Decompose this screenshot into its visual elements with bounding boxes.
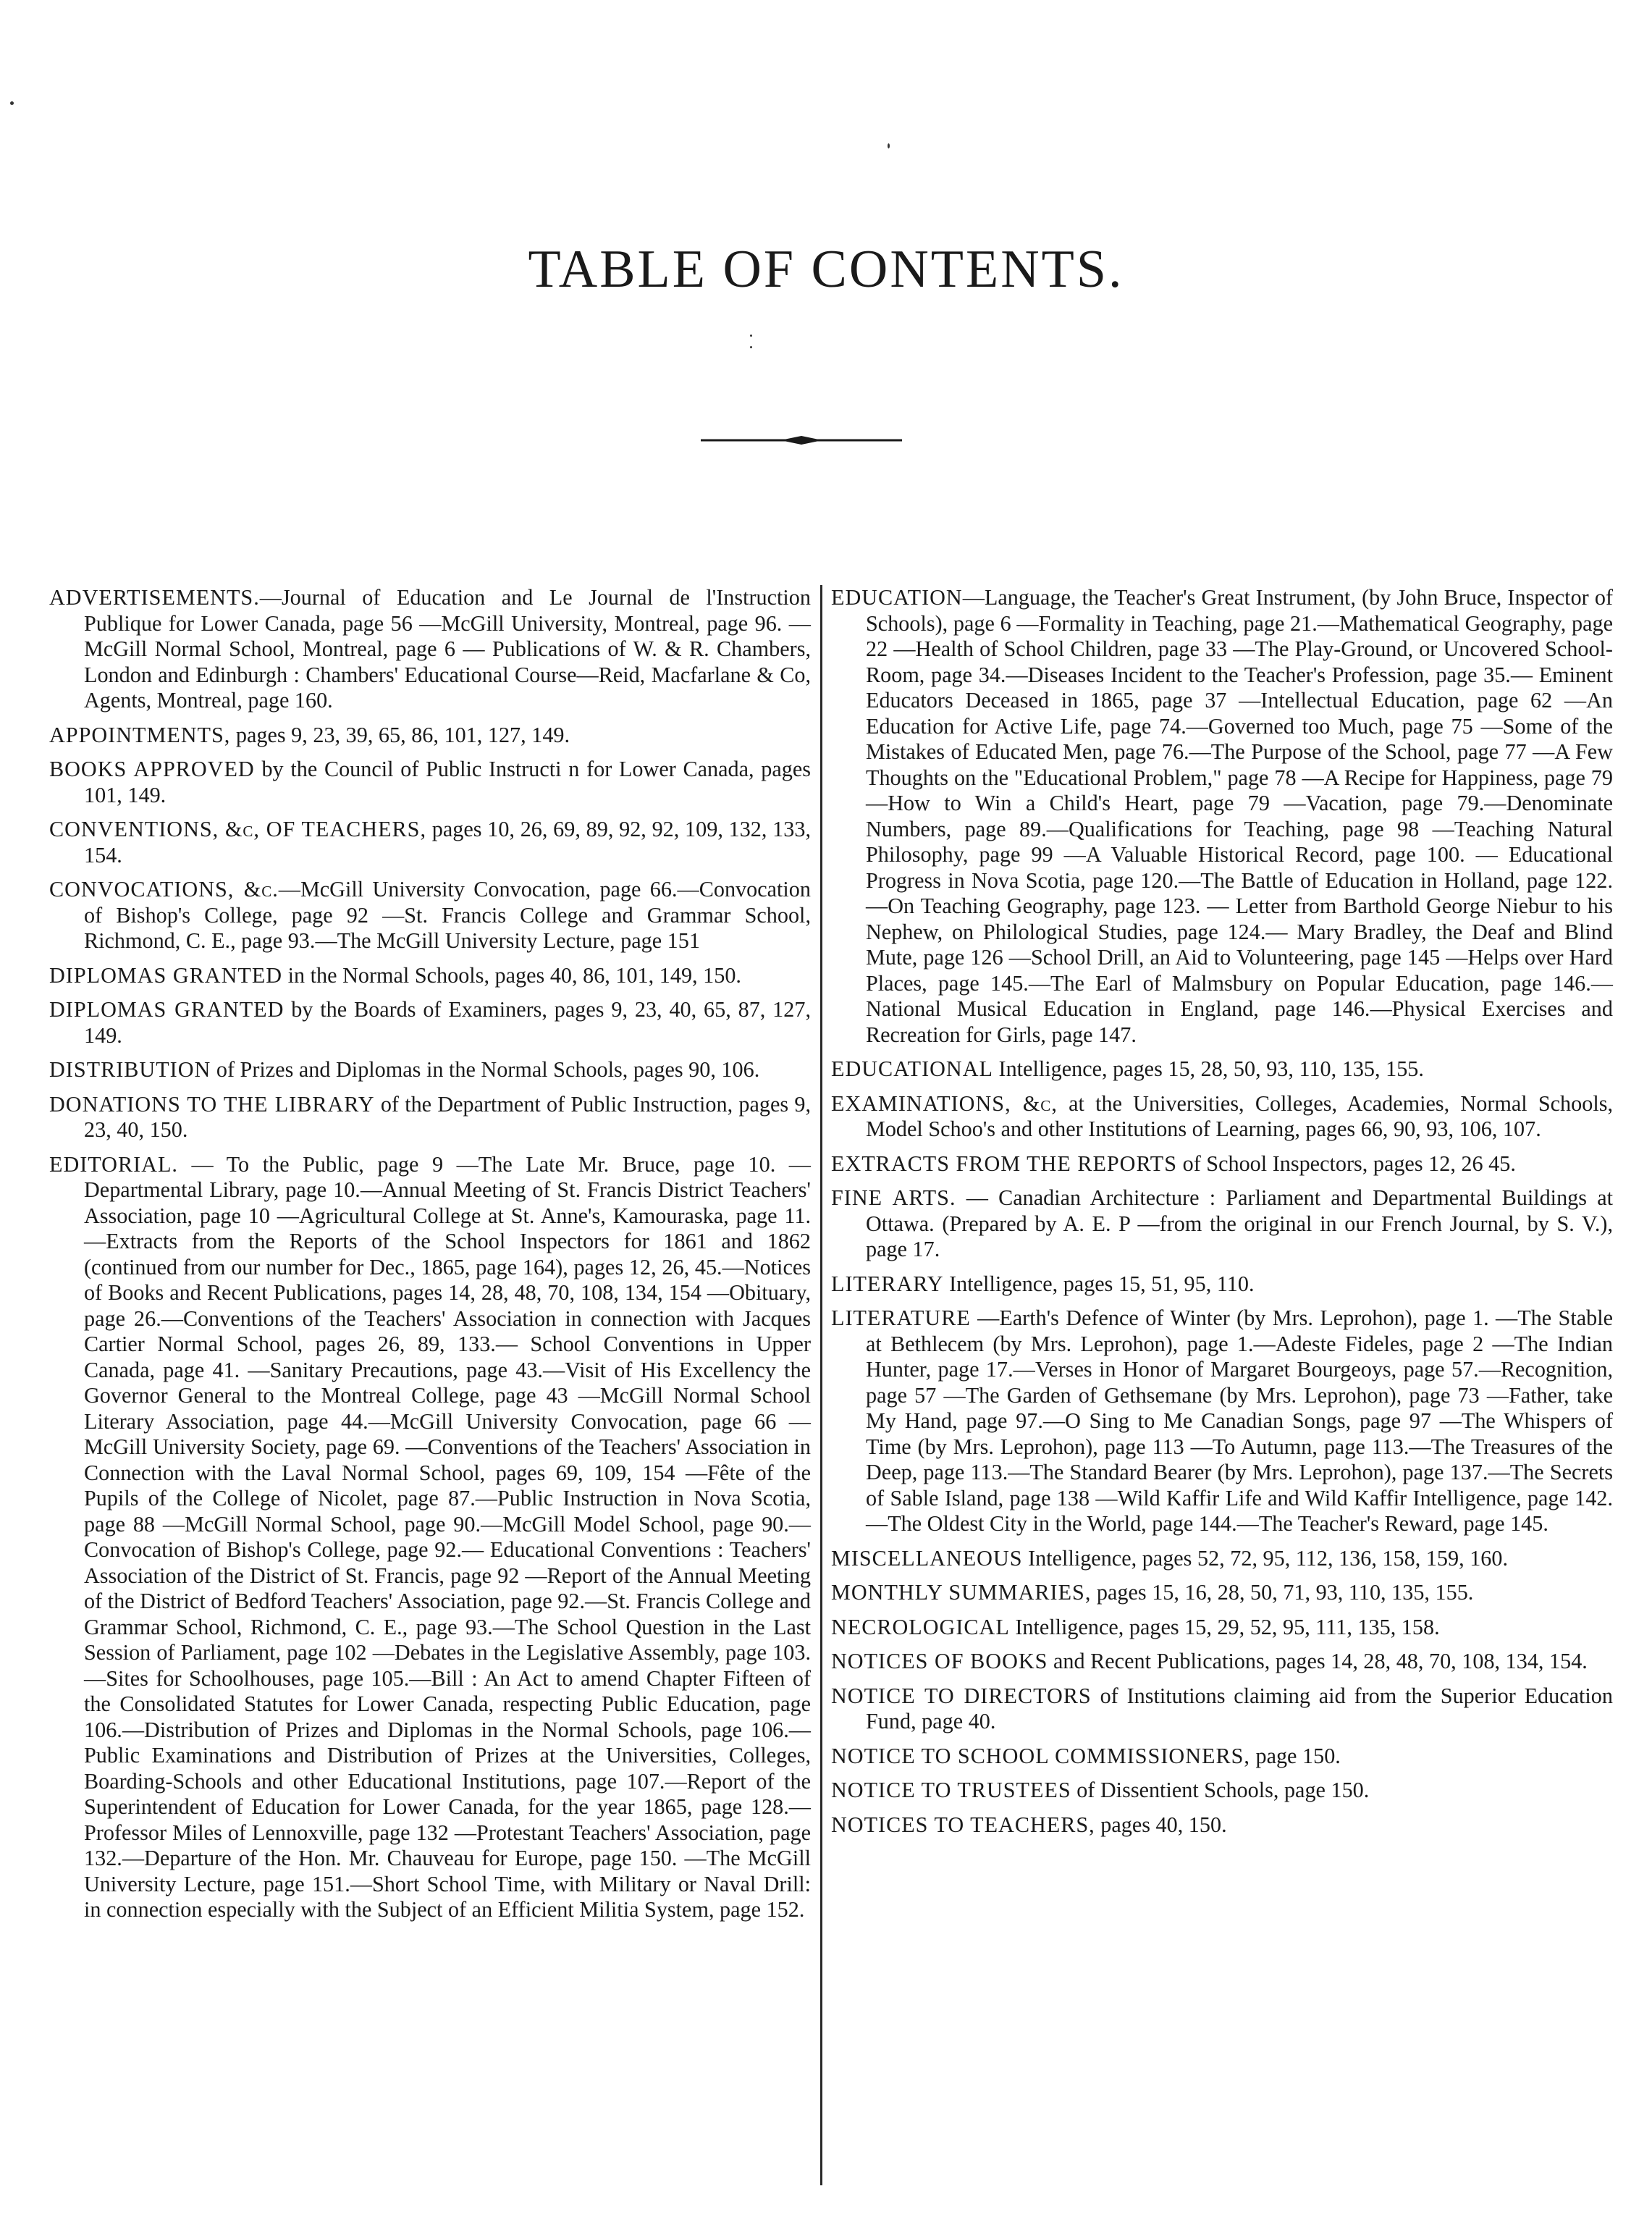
print-speck xyxy=(10,101,14,105)
toc-entry-convocations: CONVOCATIONS, &c.—McGill University Convocation, page 66.—Convocation of Bishop's College, page 92 —St. Francis College and Grammar School, Richmond, C. E., page 93.—The McGill University Lecture, page 151 xyxy=(49,877,811,953)
column-divider xyxy=(820,585,822,2185)
toc-entry-advertisements: ADVERTISEMENTS.—Journal of Education and Le Journal de l'Instruction Publique for Lower Canada, page 56 —McGill University, Montreal, page 96. — McGill Normal School, Montreal, page 6 — Publications of W. & R. Chambers, London and Edinburgh : Chambers' Educational Course—Reid, Macfarlane & Co, Agents, Montreal, page 160. xyxy=(49,585,811,713)
print-speck xyxy=(888,143,890,148)
toc-entry-distribution: DISTRIBUTION of Prizes and Diplomas in the Normal Schools, pages 90, 106. xyxy=(49,1057,760,1082)
toc-entry-notice-directors: NOTICE TO DIRECTORS of Institutions claiming aid from the Superior Education Fund, page 40. xyxy=(831,1683,1613,1733)
toc-entry-monthly-summaries: MONTHLY SUMMARIES, pages 15, 16, 28, 50, 71, 93, 110, 135, 155. xyxy=(831,1580,1474,1605)
toc-entry-examinations: EXAMINATIONS, &c, at the Universities, Colleges, Academies, Normal Schools, Model Schoo's and other Institutions of Learning, pages 66, 90, 93, 106, 107. xyxy=(831,1090,1613,1141)
toc-entry-conventions: CONVENTIONS, &c, OF TEACHERS, pages 10, 26, 69, 89, 92, 92, 109, 132, 133, 154. xyxy=(49,817,812,867)
toc-entry-literary-intelligence: LITERARY Intelligence, pages 15, 51, 95, 110. xyxy=(831,1271,1255,1296)
toc-entry-necrological: NECROLOGICAL Intelligence, pages 15, 29, 52, 95, 111, 135, 158. xyxy=(831,1614,1440,1639)
toc-entry-appointments: APPOINTMENTS, pages 9, 23, 39, 65, 86, 101, 127, 149. xyxy=(49,722,570,747)
toc-entry-books-approved: BOOKS APPROVED by the Council of Public Instructi n for Lower Canada, pages 101, 149. xyxy=(49,757,811,807)
toc-entry-editorial: EDITORIAL. — To the Public, page 9 —The Late Mr. Bruce, page 10. —Departmental Library, page 10.—Annual Meeting of St. Francis District Teachers' Association, page 10 —Agricultural College at St. Anne's, Kamouraska, page 11.—Extracts from the Reports of the School Inspectors for 1861 and 1862 (continued from our number for Dec., 1865, page 164), pages 12, 26, 45.—Notices of Books and Recent Publications, pages 14, 28, 48, 70, 108, 134, 154 —Obituary, page 26.—Conventions of the Teachers' Association in connection with Jacques Cartier Normal School, pages 26, 89, 133.— School Conventions in Upper Canada, page 41. —Sanitary Precautions, page 43.—Visit of His Excellency the Governor General to the Montreal College, page 43 —McGill Normal School Literary Association, page 44.—McGill University Convocation, page 66 — McGill University Society, page 69. —Conventions of the Teachers' Association in Connection with the Laval Normal School, pages 69, 109, 154 —Fête of the Pupils of the College of Nicolet, page 87.—Public Instruction in Nova Scotia, page 88 —McGill Normal School, page 90.—McGill Model School, page 90.—Convocation of Bishop's College, page 92.— Educational Conventions : Teachers' Association of the District of St. Francis, page 92 —Report of the Annual Meeting of the District of Bedford Teachers' Association, page 92.—St. Francis College and Grammar School, Richmond, C. E., page 93.—The School Question in the Last Session of Parliament, page 102 —Debates in the Legislative Assembly, page 103.—Sites for Schoolhouses, page 105.—Bill : An Act to amend Chapter Fifteen of the Consolidated Statutes for Lower Canada, respecting Public Education, page 106.—Distribution of Prizes and Diplomas in the Normal Schools, page 106.—Public Examinations and Distribution of Prizes at the Universities, Colleges, Boarding-Schools and other Educational Institutions, page 107.—Report of the Superintendent of Education for Lower Canada, for the year 1865, page 128.—Professor Miles of Lennoxville, page 132 —Protestant Teachers' Association, page 132.—Departure of the Hon. Mr. Chauveau for Europe, page 150. —The McGill University Lecture, page 151.—Short School Time, with Military or Naval Drill: in connection especially with the Subject of an Efficient Militia System, page 152. xyxy=(49,1151,811,1922)
toc-entry-education: EDUCATION—Language, the Teacher's Great Instrument, (by John Bruce, Inspector of Schools), page 6 —Formality in Teaching, page 21.—Mathematical Geography, page 22 —Health of School Children, page 33 —The Play-Ground, or Uncovered School-Room, page 34.—Diseases Incident to the Teacher's Profession, page 35.— Eminent Educators Deceased in 1865, page 37 —Intellectual Education, page 62 —An Education for Active Life, page 74.—Governed too Much, page 75 —Some of the Mistakes of Educated Men, page 76.—The Purpose of the School, page 77 —A Few Thoughts on the "Educational Problem," page 78 —A Recipe for Happiness, page 79 —How to Win a Child's Heart, page 79 —Vacation, page 79.—Denominate Numbers, page 89.—Qualifications for Teaching, page 98 —Teaching Natural Philosophy, page 99 —A Valuable Historical Record, page 100. — Educational Progress in Nova Scotia, page 120.—The Battle of Education in Holland, page 122. —On Teaching Geography, page 123. — Letter from Barthold George Niebur to his Nephew, on Philological Studies, page 124.— Mary Bradley, the Deaf and Blind Mute, page 126 —School Drill, an Aid to Volunteering, page 145 —Helps over Hard Places, page 145.—The Earl of Malmsbury on Popular Education, page 146.— National Musical Education in England, page 146.—Physical Exercises and Recreation for Girls, page 147. xyxy=(831,585,1613,1047)
toc-entry-fine-arts: FINE ARTS. — Canadian Architecture : Parliament and Departmental Buildings at Ottawa. (Prepared by A. E. P —from the original in our French Journal, by S. V.), page 17. xyxy=(831,1185,1613,1261)
title-ornament-rule xyxy=(701,433,902,447)
toc-entry-educational-intelligence: EDUCATIONAL Intelligence, pages 15, 28, 50, 93, 110, 135, 155. xyxy=(831,1056,1424,1081)
toc-entry-notices-teachers: NOTICES TO TEACHERS, pages 40, 150. xyxy=(831,1812,1227,1837)
toc-entry-notices-of-books: NOTICES OF BOOKS and Recent Publications, pages 14, 28, 48, 70, 108, 134, 154. xyxy=(831,1649,1588,1673)
toc-entry-diplomas-boards: DIPLOMAS GRANTED by the Boards of Examiners, pages 9, 23, 40, 65, 87, 127, 149. xyxy=(49,997,811,1048)
toc-entry-literature: LITERATURE —Earth's Defence of Winter (by Mrs. Leprohon), page 1. —The Stable at Bethlecem (by Mrs. Leprohon), page 1.—Adeste Fideles, page 2 —The Indian Hunter, page 17.—Verses in Honor of Margaret Bourgeoys, page 57.—Recognition, page 57 —The Garden of Gethsemane (by Mrs. Leprohon), page 73 —Father, take My Hand, page 97.—O Sing to Me Canadian Songs, page 97 —The Whispers of Time (by Mrs. Leprohon), page 113 —To Autumn, page 113.—The Treasures of the Deep, page 113.—The Standard Bearer (by Mrs. Leprohon), page 137.—The Secrets of Sable Island, page 138 —Wild Kaffir Life and Wild Kaffir Intelligence, page 142. —The Oldest City in the World, page 144.—The Teacher's Reward, page 145. xyxy=(831,1306,1613,1536)
page-title: TABLE OF CONTENTS. xyxy=(528,240,1124,299)
toc-entry-miscellaneous: MISCELLANEOUS Intelligence, pages 52, 72, 95, 112, 136, 158, 159, 160. xyxy=(831,1545,1509,1571)
contents-left-column xyxy=(49,585,811,1932)
print-speck xyxy=(750,335,752,337)
contents-right-column xyxy=(831,585,1613,1846)
print-speck xyxy=(750,346,752,348)
toc-entry-extracts: EXTRACTS FROM THE REPORTS of School Inspectors, pages 12, 26 45. xyxy=(831,1151,1516,1176)
toc-entry-notice-trustees: NOTICE TO TRUSTEES of Dissentient Schools, page 150. xyxy=(831,1778,1370,1802)
toc-entry-diplomas-normal: DIPLOMAS GRANTED in the Normal Schools, pages 40, 86, 101, 149, 150. xyxy=(49,962,741,988)
toc-entry-donations: DONATIONS TO THE LIBRARY of the Department of Public Instruction, pages 9, 23, 40, 150. xyxy=(49,1091,811,1142)
toc-entry-notice-commissioners: NOTICE TO SCHOOL COMMISSIONERS, page 150. xyxy=(831,1743,1341,1768)
